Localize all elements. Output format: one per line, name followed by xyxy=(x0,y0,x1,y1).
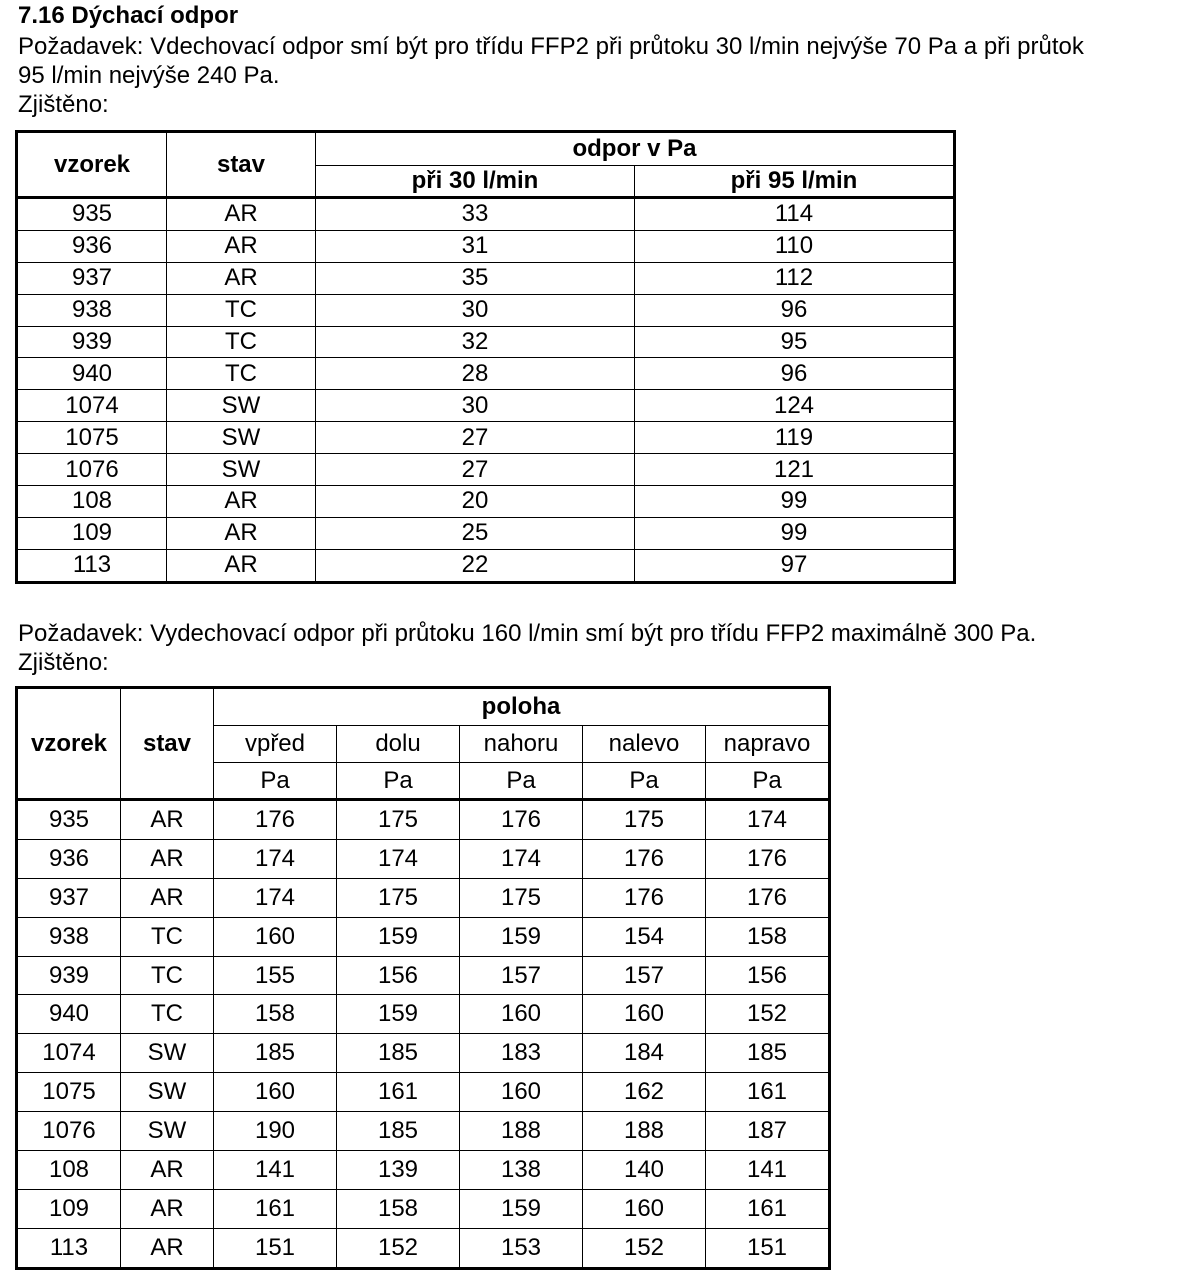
state-cell: AR xyxy=(167,198,316,231)
resistance-cell: 176 xyxy=(583,839,706,878)
table-row xyxy=(17,198,955,231)
state-cell: TC xyxy=(167,294,316,326)
state-cell: AR xyxy=(121,1228,214,1268)
table-row xyxy=(17,517,955,549)
state-cell: AR xyxy=(121,1151,214,1190)
sample-cell: 1075 xyxy=(17,422,167,454)
table-row xyxy=(17,358,955,390)
flow30-cell: 20 xyxy=(316,486,635,518)
column-header-flow30: při 30 l/min xyxy=(316,166,635,198)
unit-label: Pa xyxy=(337,763,460,800)
column-header-position: vpřed xyxy=(214,726,337,763)
found-label: Zjištěno: xyxy=(18,649,109,676)
exhalation-resistance-table xyxy=(15,686,831,1270)
resistance-cell: 159 xyxy=(337,995,460,1034)
resistance-cell: 175 xyxy=(460,878,583,917)
flow30-cell: 33 xyxy=(316,198,635,231)
resistance-cell: 162 xyxy=(583,1073,706,1112)
resistance-cell: 152 xyxy=(706,995,830,1034)
resistance-cell: 175 xyxy=(337,878,460,917)
flow30-cell: 30 xyxy=(316,294,635,326)
resistance-cell: 152 xyxy=(583,1228,706,1268)
state-cell: AR xyxy=(167,230,316,262)
resistance-cell: 176 xyxy=(583,878,706,917)
sample-cell: 1076 xyxy=(17,1112,121,1151)
state-cell: AR xyxy=(121,878,214,917)
table-row xyxy=(17,326,955,358)
resistance-cell: 160 xyxy=(214,917,337,956)
flow30-cell: 35 xyxy=(316,262,635,294)
resistance-cell: 176 xyxy=(706,878,830,917)
table-row xyxy=(17,1189,830,1228)
state-cell: SW xyxy=(121,1034,214,1073)
section-title: 7.16 Dýchací odpor xyxy=(18,2,239,29)
sample-cell: 109 xyxy=(17,517,167,549)
resistance-cell: 176 xyxy=(460,800,583,840)
sample-cell: 113 xyxy=(17,549,167,582)
resistance-cell: 156 xyxy=(337,956,460,995)
resistance-cell: 141 xyxy=(214,1151,337,1190)
resistance-cell: 158 xyxy=(214,995,337,1034)
sample-cell: 1074 xyxy=(17,390,167,422)
resistance-cell: 161 xyxy=(706,1189,830,1228)
sample-cell: 939 xyxy=(17,326,167,358)
resistance-cell: 160 xyxy=(214,1073,337,1112)
resistance-cell: 161 xyxy=(706,1073,830,1112)
table-row xyxy=(17,294,955,326)
sample-cell: 1075 xyxy=(17,1073,121,1112)
table-row xyxy=(17,230,955,262)
resistance-cell: 155 xyxy=(214,956,337,995)
resistance-cell: 158 xyxy=(337,1189,460,1228)
state-cell: AR xyxy=(121,839,214,878)
flow95-cell: 110 xyxy=(635,230,955,262)
table-row xyxy=(17,839,830,878)
column-group-header: poloha xyxy=(214,688,830,726)
unit-label: Pa xyxy=(706,763,830,800)
resistance-cell: 152 xyxy=(337,1228,460,1268)
state-cell: TC xyxy=(121,995,214,1034)
resistance-cell: 153 xyxy=(460,1228,583,1268)
table-row xyxy=(17,262,955,294)
exhalation-requirement xyxy=(18,619,1194,677)
table-row xyxy=(17,1034,830,1073)
table-row xyxy=(17,917,830,956)
sample-cell: 936 xyxy=(17,230,167,262)
resistance-cell: 154 xyxy=(583,917,706,956)
flow30-cell: 31 xyxy=(316,230,635,262)
sample-cell: 937 xyxy=(17,262,167,294)
table-row xyxy=(17,549,955,582)
state-cell: AR xyxy=(167,517,316,549)
state-cell: AR xyxy=(167,549,316,582)
resistance-cell: 139 xyxy=(337,1151,460,1190)
resistance-cell: 160 xyxy=(460,1073,583,1112)
state-cell: SW xyxy=(167,422,316,454)
resistance-cell: 158 xyxy=(706,917,830,956)
unit-label: Pa xyxy=(583,763,706,800)
resistance-cell: 176 xyxy=(214,800,337,840)
table-row xyxy=(17,1228,830,1268)
requirement-line: Požadavek: Vydechovací odpor při průtoku 160 l/min smí být pro třídu FFP2 maximálně 300 Pa. xyxy=(18,620,1037,647)
table-row xyxy=(17,1112,830,1151)
state-cell: TC xyxy=(121,917,214,956)
resistance-cell: 156 xyxy=(706,956,830,995)
state-cell: TC xyxy=(167,326,316,358)
sample-cell: 938 xyxy=(17,294,167,326)
resistance-cell: 187 xyxy=(706,1112,830,1151)
resistance-cell: 175 xyxy=(337,800,460,840)
column-header-position: nahoru xyxy=(460,726,583,763)
flow95-cell: 97 xyxy=(635,549,955,582)
column-header-flow95: při 95 l/min xyxy=(635,166,955,198)
sample-cell: 936 xyxy=(17,839,121,878)
state-cell: AR xyxy=(167,262,316,294)
resistance-cell: 176 xyxy=(706,839,830,878)
resistance-cell: 161 xyxy=(214,1189,337,1228)
resistance-cell: 190 xyxy=(214,1112,337,1151)
resistance-cell: 151 xyxy=(214,1228,337,1268)
resistance-cell: 160 xyxy=(583,1189,706,1228)
resistance-cell: 188 xyxy=(583,1112,706,1151)
resistance-cell: 185 xyxy=(337,1112,460,1151)
resistance-cell: 188 xyxy=(460,1112,583,1151)
resistance-cell: 159 xyxy=(337,917,460,956)
exhalation-table-body xyxy=(17,800,830,1269)
flow95-cell: 99 xyxy=(635,486,955,518)
table-row xyxy=(17,878,830,917)
unit-label: Pa xyxy=(214,763,337,800)
state-cell: AR xyxy=(121,1189,214,1228)
requirement-line: 95 l/min nejvýše 240 Pa. xyxy=(18,62,280,89)
state-cell: TC xyxy=(121,956,214,995)
flow95-cell: 99 xyxy=(635,517,955,549)
inhalation-requirement xyxy=(18,32,1194,119)
flow30-cell: 28 xyxy=(316,358,635,390)
state-cell: SW xyxy=(121,1112,214,1151)
resistance-cell: 151 xyxy=(706,1228,830,1268)
sample-cell: 938 xyxy=(17,917,121,956)
column-header-sample: vzorek xyxy=(17,132,167,198)
sample-cell: 935 xyxy=(17,800,121,840)
flow95-cell: 95 xyxy=(635,326,955,358)
table-row xyxy=(17,800,830,840)
sample-cell: 108 xyxy=(17,1151,121,1190)
resistance-cell: 157 xyxy=(583,956,706,995)
column-header-state: stav xyxy=(121,688,214,800)
column-header-state: stav xyxy=(167,132,316,198)
flow95-cell: 96 xyxy=(635,294,955,326)
requirement-line: Požadavek: Vdechovací odpor smí být pro třídu FFP2 při průtoku 30 l/min nejvýše 70 Pa a při průtok xyxy=(18,33,1084,60)
flow95-cell: 96 xyxy=(635,358,955,390)
resistance-cell: 159 xyxy=(460,917,583,956)
flow95-cell: 119 xyxy=(635,422,955,454)
column-header-sample: vzorek xyxy=(17,688,121,800)
resistance-cell: 174 xyxy=(706,800,830,840)
sample-cell: 1076 xyxy=(17,454,167,486)
flow95-cell: 114 xyxy=(635,198,955,231)
resistance-cell: 174 xyxy=(214,839,337,878)
table-row xyxy=(17,1073,830,1112)
inhalation-resistance-table xyxy=(15,130,956,584)
table-row xyxy=(17,390,955,422)
resistance-cell: 183 xyxy=(460,1034,583,1073)
flow30-cell: 22 xyxy=(316,549,635,582)
resistance-cell: 175 xyxy=(583,800,706,840)
resistance-cell: 185 xyxy=(706,1034,830,1073)
resistance-cell: 160 xyxy=(583,995,706,1034)
resistance-cell: 157 xyxy=(460,956,583,995)
flow95-cell: 124 xyxy=(635,390,955,422)
resistance-cell: 184 xyxy=(583,1034,706,1073)
resistance-cell: 138 xyxy=(460,1151,583,1190)
table-row xyxy=(17,422,955,454)
column-header-position: nalevo xyxy=(583,726,706,763)
state-cell: SW xyxy=(121,1073,214,1112)
resistance-cell: 174 xyxy=(214,878,337,917)
unit-label: Pa xyxy=(460,763,583,800)
resistance-cell: 185 xyxy=(337,1034,460,1073)
sample-cell: 935 xyxy=(17,198,167,231)
found-label: Zjištěno: xyxy=(18,91,109,118)
sample-cell: 113 xyxy=(17,1228,121,1268)
sample-cell: 1074 xyxy=(17,1034,121,1073)
sample-cell: 109 xyxy=(17,1189,121,1228)
resistance-cell: 185 xyxy=(214,1034,337,1073)
resistance-cell: 174 xyxy=(337,839,460,878)
resistance-cell: 141 xyxy=(706,1151,830,1190)
state-cell: AR xyxy=(167,486,316,518)
sample-cell: 939 xyxy=(17,956,121,995)
table-row xyxy=(17,956,830,995)
state-cell: AR xyxy=(121,800,214,840)
column-header-position: dolu xyxy=(337,726,460,763)
table-row xyxy=(17,486,955,518)
flow95-cell: 112 xyxy=(635,262,955,294)
resistance-cell: 174 xyxy=(460,839,583,878)
flow30-cell: 25 xyxy=(316,517,635,549)
table-row xyxy=(17,995,830,1034)
state-cell: SW xyxy=(167,454,316,486)
sample-cell: 108 xyxy=(17,486,167,518)
state-cell: TC xyxy=(167,358,316,390)
sample-cell: 937 xyxy=(17,878,121,917)
resistance-cell: 160 xyxy=(460,995,583,1034)
flow95-cell: 121 xyxy=(635,454,955,486)
sample-cell: 940 xyxy=(17,358,167,390)
resistance-cell: 140 xyxy=(583,1151,706,1190)
flow30-cell: 27 xyxy=(316,454,635,486)
resistance-cell: 159 xyxy=(460,1189,583,1228)
state-cell: SW xyxy=(167,390,316,422)
column-group-header: odpor v Pa xyxy=(316,132,955,166)
inhalation-table-body xyxy=(17,198,955,583)
flow30-cell: 32 xyxy=(316,326,635,358)
flow30-cell: 30 xyxy=(316,390,635,422)
table-row xyxy=(17,454,955,486)
flow30-cell: 27 xyxy=(316,422,635,454)
resistance-cell: 161 xyxy=(337,1073,460,1112)
column-header-position: napravo xyxy=(706,726,830,763)
table-row xyxy=(17,1151,830,1190)
sample-cell: 940 xyxy=(17,995,121,1034)
